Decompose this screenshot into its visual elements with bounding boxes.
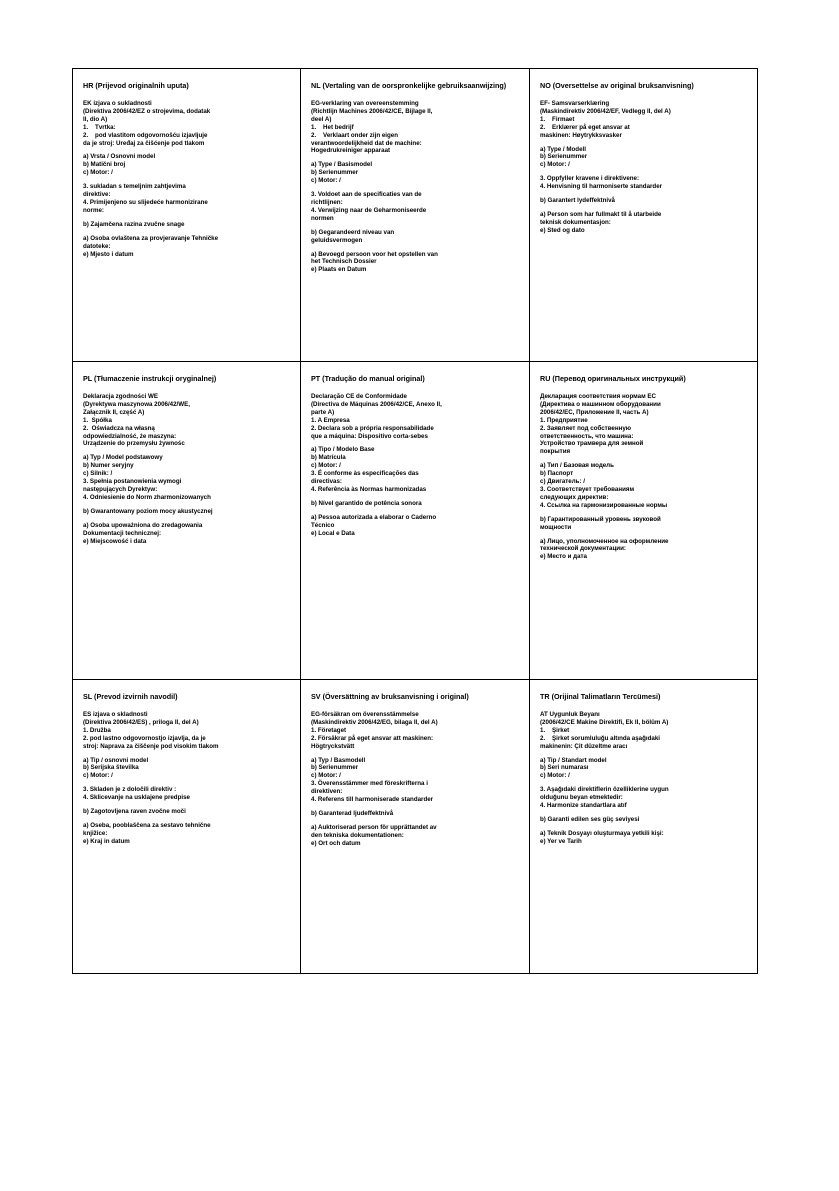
text-line: norme: [83,206,104,214]
text-line: makinenin: Çit düzeltme aracı [540,742,628,750]
text-line: технической документации: [540,545,626,553]
text-line: 1. Şirket [540,726,570,734]
text-line: (Dyrektywa maszynowa 2006/42/WE, [83,400,190,408]
text-line: a) Tipo / Modelo Base [311,446,375,454]
text-line: 2. Oświadcza na własną [83,424,155,432]
text-line: 1. Tvrtka: [83,123,116,131]
text-line: b) Serienummer [311,764,359,772]
declaration-cell [530,69,757,362]
text-line: verantwoordelijkheid dat de machine: [311,139,422,147]
text-line: normen [311,214,334,222]
text-line: 4. Primijenjeno su slijedeće harmonizirane [83,198,208,206]
text-line: II, dio A) [83,115,108,123]
text-line: ES izjava o skladnosti [83,711,148,718]
text-line: b) Zajamčena razina zvučne snage [83,220,185,228]
cell-title: TR (Orijinal Talimatların Tercümesi) [540,692,661,701]
text-line: Deklaracja zgodności WE [83,393,158,400]
text-line: następujących Dyrektyw: [83,485,158,493]
text-line: b) Serienummer [311,169,359,177]
declaration-cell [73,362,301,680]
text-line: stroj: Naprava za čiščenje pod visokim tlakom [83,742,219,750]
text-line: Hogedrukreiniger apparaat [311,147,391,155]
text-line: 1. Firmaet [540,115,575,123]
text-line: a) Pessoa autorizada a elaborar o Caderno [311,513,437,521]
text-line: c) Motor: / [83,772,113,780]
text-line: a) Osoba upoważniona do zredagowania [83,521,203,529]
text-line: a) Typ / Basmodell [311,756,366,764]
declaration-cell [73,69,301,362]
text-line: 3. Oppfyller kravene i direktivene: [540,175,640,183]
text-line: knjižice: [83,829,108,837]
text-line: c) Motor: / [311,177,341,185]
text-line: покрытия [540,448,571,456]
text-line: directivas: [311,478,342,486]
text-line: b) Gwarantowany poziom mocy akustycznej [83,507,213,515]
text-line: 4. Sklicevanje na usklajene predpise [83,794,190,802]
text-line: b) Гарантированный уровень звуковой [540,515,661,523]
text-line: Załącznik II, część A) [83,408,145,416]
text-line: a) Teknik Dosyayı oluşturmaya yetkili kişi: [540,829,664,837]
text-line: 3. Voldoet aan de specificaties van de [311,191,422,199]
text-line: parte A) [311,408,335,416]
text-line: olduğunu beyan etmektedir: [540,794,623,802]
text-line: 1. Het bedrijf [311,123,354,131]
text-line: a) Vrsta / Osnovni model [83,153,156,161]
text-line: a) Лицо, уполномоченное на оформление [540,537,669,545]
cell-title: PT (Tradução do manual original) [311,374,425,383]
text-line: a) Type / Basismodel [311,161,373,169]
text-line: direktiven: [311,788,343,796]
text-line: deel A) [311,115,332,123]
text-line: que a máquina: Dispositivo corta-sebes [311,432,428,440]
text-line: c) Motor: / [540,772,570,780]
text-line: c) Motor: / [311,462,341,470]
text-line: Högtryckstvätt [311,742,355,750]
text-line: c) Двигатель: / [540,478,585,486]
text-line: Устройство трамвера для земной [540,440,644,448]
text-line: следующих директив: [540,493,609,501]
text-line: Declaração CE de Conformidade [311,393,407,400]
cell-title: HR (Prijevod originalnih uputa) [83,81,189,90]
text-line: maskinen: Høytrykksvasker [540,131,622,139]
text-line: 1. Företaget [311,726,347,734]
text-line: c) Motor: / [311,772,341,780]
text-line: Urządzenie do przemysłu żywnośc [83,440,185,448]
text-line: (Direktiva 2006/42/ES) , priloga II, del A) [83,718,199,726]
text-line: a) Osoba ovlaštena za provjeravanje Tehničke [83,234,219,242]
declaration-cell [301,69,530,362]
text-line: (Maskindirektiv 2006/42/EF, Vedlegg II, del A) [540,107,671,115]
text-line: teknisk dokumentasjon: [540,218,611,226]
cell-title: NO (Oversettelse av original bruksanvisning) [540,81,694,90]
text-line: a) Auktoriserad person för upprättandet av [311,823,437,831]
text-line: b) Паспорт [540,470,574,478]
text-line: b) Garanti edilen ses güç seviyesi [540,815,640,823]
text-line: 3. sukladan s temeljnim zahtjevima [83,183,186,191]
text-line: a) Typ / Model podstawowy [83,454,163,462]
cell-title: PL (Tłumaczenie instrukcji oryginalnej) [83,374,217,383]
text-line: 4. Harmonize standartlara atıf [540,802,627,810]
text-line: 2. pod vlastitom odgovornošću izjavljuje [83,131,208,139]
text-line: (2006/42/CE Makine Direktifi, Ek II, bölüm A) [540,718,669,726]
text-line: мощности [540,523,572,531]
text-line: c) Silnik: / [83,470,113,478]
text-line: AT Uygunluk Beyanı [540,711,600,718]
text-line: b) Numer seryjny [83,462,134,470]
text-line: 2. Försäkrar på eget ansvar att maskinen: [311,734,434,742]
text-line: 4. Referência às Normas harmonizadas [311,485,427,493]
text-line: b) Gegarandeerd niveau van [311,228,395,236]
text-line: da je stroj: Uređaj za čišćenje pod tlakom [83,139,205,147]
text-line: e) Yer ve Tarih [540,837,582,845]
text-line: 1. A Empresa [311,416,350,424]
text-line: 3. Aşağıdaki direktiflerin özelliklerine uygun [540,786,669,794]
text-line: Técnico [311,521,335,529]
declaration-grid [72,68,758,974]
text-line: 2. Verklaart onder zijn eigen [311,131,398,139]
text-line: EK izjava o sukladnosti [83,100,152,107]
text-line: ответственность, что машина: [540,432,634,440]
text-line: e) Plaats en Datum [311,266,367,274]
text-line: (Maskindirektiv 2006/42/EG, bilaga II, del A) [311,718,438,726]
text-line: 2006/42/ЕС, Приложение II, часть А) [540,408,649,416]
text-line: 3. Skladen je z določili direktiv : [83,786,177,794]
text-line: Dokumentacji technicznej: [83,529,162,537]
text-line: 3. Spełnia postanowienia wymogi [83,478,182,486]
text-line: b) Matrícula [311,454,346,462]
text-line: (Direktiva 2006/42/EZ o strojevima, dodatak [83,107,211,115]
text-line: 1. Предприятие [540,416,588,424]
text-line: EG-försäkran om överensstämmelse [311,711,419,718]
declaration-cell [301,680,530,973]
text-line: 3. Överensstämmer med föreskrifterna i [311,780,428,788]
text-line: a) Tip / osnovni model [83,756,149,764]
text-line: het Technisch Dossier [311,258,377,266]
text-line: 2. pod lastno odgovornostjo izjavlja, da je [83,734,206,742]
text-line: 1. Družba [83,726,111,734]
text-line: e) Место и дата [540,553,587,561]
text-line: c) Motor: / [83,169,113,177]
text-line: Декларация соответствия нормам ЕС [540,393,656,400]
text-line: (Директива о машинном оборудовании [540,400,661,408]
text-line: e) Kraj in datum [83,837,130,845]
text-line: c) Motor: / [540,161,570,169]
text-line: richtlijnen: [311,198,343,206]
text-line: 3. Соответствует требованиям [540,485,635,493]
text-line: 2. Erklærer på eget ansvar at [540,123,630,131]
text-line: a) Тип / Базовая модель [540,462,614,470]
text-line: 4. Verwijzing naar de Geharmoniseerde [311,206,427,214]
text-line: 3. É conforme às especificações das [311,470,419,478]
text-line: 2. Заявляет под собственную [540,424,632,432]
text-line: e) Local e Data [311,529,355,537]
text-line: a) Type / Modell [540,145,586,153]
text-line: b) Garantert lydeffektnivå [540,197,615,205]
declaration-cell [530,680,757,973]
text-line: 1. Spółka [83,416,112,424]
text-line: b) Zagotovljena raven zvočne moči [83,808,186,816]
text-line: datoteke: [83,242,111,250]
text-line: e) Miejscowość i data [83,537,147,545]
cell-title: SL (Prevod izvirnih navodil) [83,692,178,701]
declaration-cell [301,362,530,680]
text-line: e) Mjesto i datum [83,250,134,258]
cell-title: SV (Översättning av bruksanvisning i original) [311,692,469,701]
text-line: direktive: [83,191,111,199]
text-line: e) Ort och datum [311,839,361,847]
text-line: geluidsvermogen [311,236,363,244]
text-line: (Richtlijn Machines 2006/42/CE, Bijlage II, [311,107,433,115]
text-line: 4. Ссылка на гармонизированные нормы [540,501,668,509]
text-line: b) Matični broj [83,161,126,169]
text-line: 2. Declara sob a própria responsabilidade [311,424,434,432]
text-line: a) Tip / Standart model [540,756,607,764]
text-line: 4. Referens till harmoniserade standarder [311,796,434,804]
text-line: b) Serienummer [540,153,588,161]
text-line: b) Garanterad ljudeffektnivå [311,809,394,817]
cell-title: NL (Vertaling van de oorspronkelijke gebruiksaanwijzing) [311,81,507,90]
cell-title: RU (Перевод оригинальных инструкций) [540,374,686,383]
text-line: b) Serijska številka [83,764,139,772]
text-line: (Directiva de Máquinas 2006/42/CE, Anexo II, [311,400,442,408]
text-line: odpowiedzialność, że maszyna: [83,432,177,440]
text-line: b) Seri numarası [540,764,589,772]
declaration-cell [530,362,757,680]
text-line: a) Bevoegd persoon voor het opstellen van [311,250,438,258]
text-line: a) Oseba, pooblaščena za sestavo tehnične [83,821,211,829]
text-line: a) Person som har fullmakt til å utarbeide [540,210,662,218]
text-line: e) Sted og dato [540,226,585,234]
text-line: b) Nível garantido de potência sonora [311,499,422,507]
text-line: 4. Odniesienie do Norm zharmonizowanych [83,493,211,501]
text-line: den tekniska dokumentationen: [311,831,404,839]
text-line: 4. Henvisning til harmoniserte standarder [540,183,663,191]
declaration-cell [73,680,301,973]
text-line: EF- Samsvarserklæring [540,100,610,107]
text-line: EG-verklaring van overeenstemming [311,100,419,107]
text-line: 2. Şirket sorumluluğu altında aşağıdaki [540,734,661,742]
